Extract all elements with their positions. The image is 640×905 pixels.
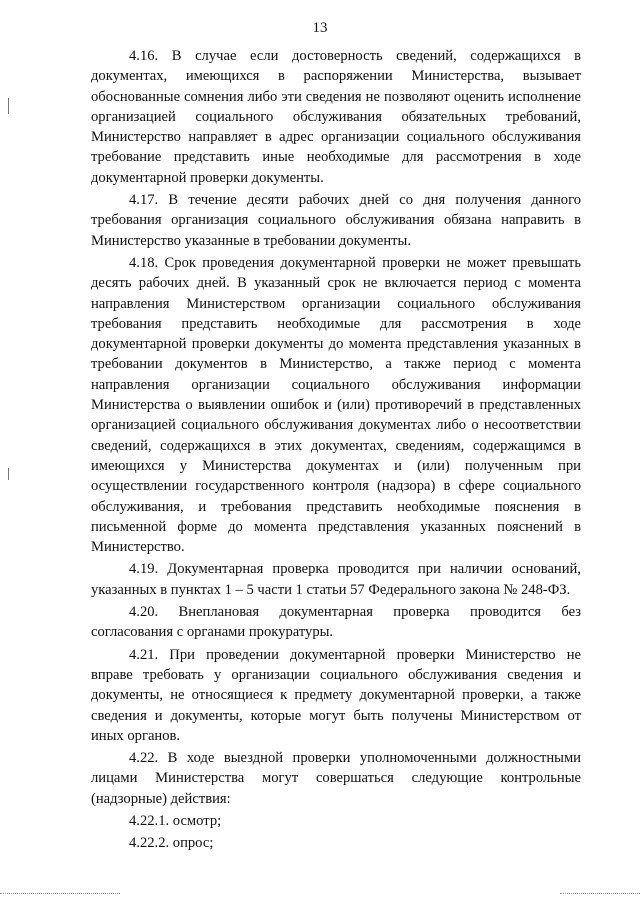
paragraph-4-16: 4.16. В случае если достоверность сведений, содержащихся в документах, имеющихся в распоряжении Министерства, вызывает обоснованные сомнения либо эти сведения не позволяют оценить исполнение организацией социального обслуживания обязательных требований, Министерство направляет в адрес организации социального обслуживания требование представить иные необходимые для рассмотрения в ходе документарной проверки документы. bbox=[91, 48, 581, 186]
paragraph-4-17: 4.17. В течение десяти рабочих дней со дня получения данного требования организация социального обслуживания обязана направить в Министерство указанные в требовании документы. bbox=[91, 192, 581, 249]
document-body bbox=[91, 46, 581, 854]
paragraph-4-22-2: 4.22.2. опрос; bbox=[129, 835, 214, 852]
paragraph-4-20: 4.20. Внеплановая документарная проверка проводится без согласования с органами прокуратуры. bbox=[91, 604, 581, 641]
page-number: 13 bbox=[312, 20, 328, 36]
scan-artifact-dots bbox=[0, 893, 640, 896]
scan-artifact-mark bbox=[8, 98, 9, 114]
paragraph-4-22-1: 4.22.1. осмотр; bbox=[129, 812, 222, 829]
scan-artifact-mark bbox=[8, 468, 9, 480]
paragraph-4-19: 4.19. Документарная проверка проводится при наличии оснований, указанных в пунктах 1 – 5 части 1 статьи 57 Федерального закона № 248-ФЗ. bbox=[91, 561, 581, 598]
paragraph-4-22: 4.22. В ходе выездной проверки уполномоченными должностными лицами Министерства могут совершаться следующие контрольные (надзорные) действия: bbox=[91, 750, 581, 807]
paragraph-4-21: 4.21. При проведении документарной проверки Министерство не вправе требовать у организации социального обслуживания сведения и документы, не относящиеся к предмету документарной проверки, а также сведения и документы, которые могут быть получены Министерством от иных органов. bbox=[91, 646, 581, 744]
paragraph-4-18: 4.18. Срок проведения документарной проверки не может превышать десять рабочих дней. В указанный срок не включается период с момента направления Министерством организации социального обслуживания требования представить необходимые для рассмотрения в ходе документарной проверки документы до момента представления указанных в требовании документов в Министерство, а также период с момента направления организации социального обслуживания информации Министерства о выявлении ошибок и (или) противоречий в представленных организацией социального обслуживания документах либо о несоответствии сведений, содержащихся в этих документах, сведениям, содержащимся в имеющихся у Министерства документах и (или) полученным при осуществлении государственного контроля (надзора) в сфере социального обслуживания, и требования представить необходимые пояснения в письменной форме до момента представления указанных пояснений в Министерство. bbox=[91, 254, 581, 556]
